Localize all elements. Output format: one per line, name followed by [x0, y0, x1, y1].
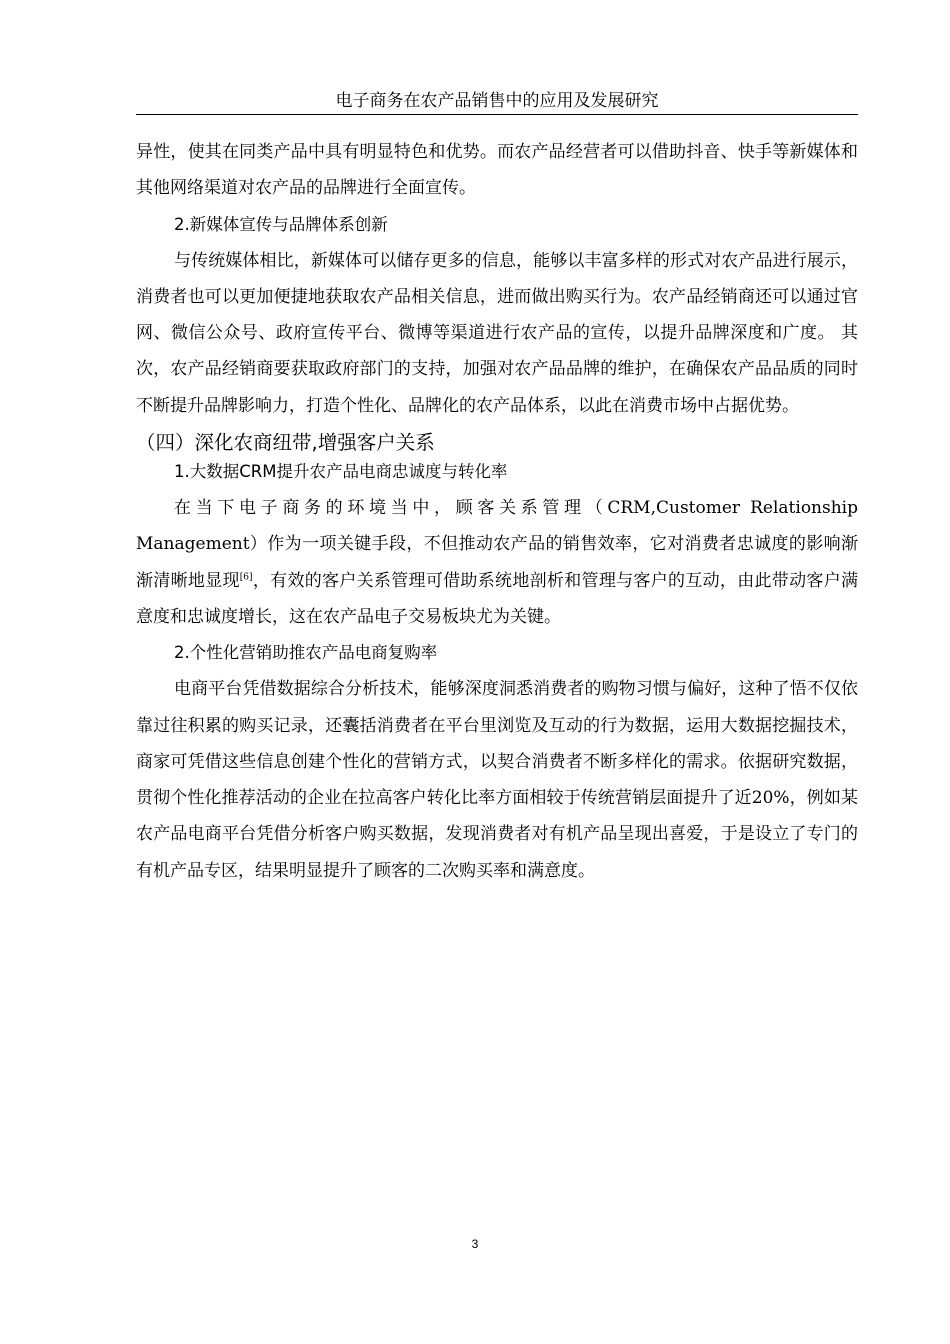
page-body — [136, 134, 858, 889]
subheading-personalized-marketing: 2.个性化营销助推农产品电商复购率 — [174, 643, 438, 663]
subheading-new-media: 2.新媒体宣传与品牌体系创新 — [174, 214, 388, 234]
paragraph-crm-line1: 在当下电子商务的环境当中，顾客关系管理（CRM,Customer Relationship — [174, 498, 858, 519]
running-header: 电子商务在农产品销售中的应用及发展研究 — [136, 90, 858, 115]
paragraph-crm-text-b: ，有效的客户关系管理可借助系统地剖析和管理与客户的互动，由此带动客户满意度和忠诚度增长，这在农产品电子交易板块尤为关键。 — [136, 570, 859, 627]
paragraph-crm-rest — [136, 526, 858, 635]
subheading-crm: 1.大数据CRM提升农产品电商忠诚度与转化率 — [174, 462, 508, 482]
paragraph-crm-text-a: Management）作为一项关键手段，不但推动农产品的销售效率，它对消费者忠诚度的影响渐渐清晰地显现 — [136, 534, 858, 591]
paragraph-continued: 异性，使其在同类产品中具有明显特色和优势。而农产品经营者可以借助抖音、快手等新媒体和其他网络渠道对农产品的品牌进行全面宣传。 — [136, 142, 858, 199]
paragraph-new-media: 与传统媒体相比，新媒体可以储存更多的信息，能够以丰富多样的形式对农产品进行展示，消费者也可以更加便捷地获取农产品相关信息，进而做出购买行为。农产品经销商还可以通过官网、微信公众号、政府宣传平台、微博等渠道进行农产品的宣传，以提升品牌深度和广度。 其次，农产品经销商要获取政府部门的支持，加强对农产品品牌的维护，在确保农产品品质的同时不断提升品牌影响力，打造个性化、品牌化的农产品体系，以此在消费市场中占据优势。 — [136, 250, 858, 416]
paragraph-personalized-marketing: 电商平台凭借数据综合分析技术，能够深度洞悉消费者的购物习惯与偏好，这种了悟不仅依靠过往积累的购买记录，还囊括消费者在平台里浏览及互动的行为数据，运用大数据挖掘技术，商家可凭借这些信息创建个性化的营销方式，以契合消费者不断多样化的需求。依据研究数据，贯彻个性化推荐活动的企业在拉高客户转化比率方面相较于传统营销层面提升了近20%，例如某农产品电商平台凭借分析客户购买数据，发现消费者对有机产品呈现出喜爱，于是设立了专门的有机产品专区，结果明显提升了顾客的二次购买率和满意度。 — [136, 679, 858, 881]
page-number: 3 — [471, 1237, 479, 1251]
section-heading-four: （四）深化农商纽带,增强客户关系 — [136, 431, 435, 455]
paragraph-crm — [136, 490, 858, 635]
citation-marker: [6] — [239, 572, 253, 583]
